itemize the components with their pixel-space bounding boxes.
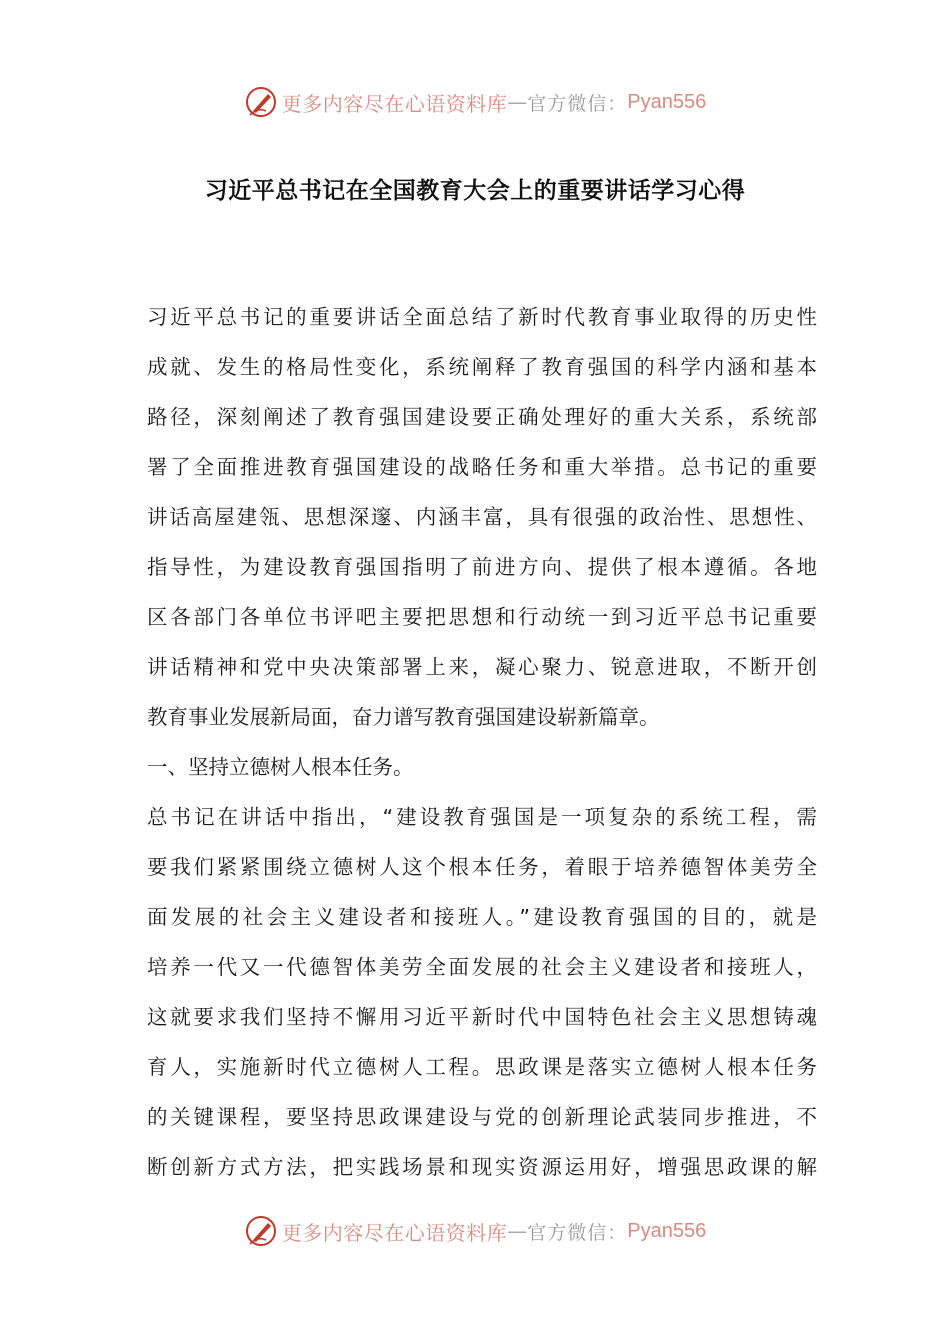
body-line: 成就、发生的格局性变化，系统阐释了教育强国的科学内涵和基本 bbox=[147, 355, 817, 379]
body-line: 讲话高屋建瓴、思想深邃、内涵丰富，具有很强的政治性、思想性、 bbox=[147, 505, 817, 529]
watermark-label: 官方微信： bbox=[527, 92, 628, 115]
pen-logo-icon bbox=[244, 85, 278, 119]
body-line: 教育事业发展新局面，奋力谱写教育强国建设崭新篇章。 bbox=[147, 705, 660, 729]
watermark-wechat-id: Pyan556 bbox=[627, 1219, 707, 1242]
document-title: 习近平总书记在全国教育大会上的重要讲话学习心得 bbox=[204, 178, 746, 204]
document-body bbox=[147, 292, 817, 1192]
watermark-separator: — bbox=[507, 1219, 528, 1243]
section-heading: 一、坚持立德树人根本任务。 bbox=[147, 755, 414, 779]
body-line: 的关键课程，要坚持思政课建设与党的创新理论武装同步推进，不 bbox=[147, 1105, 817, 1129]
body-line: 习近平总书记的重要讲话全面总结了新时代教育事业取得的历史性 bbox=[147, 305, 817, 329]
body-line: 讲话精神和党中央决策部署上来，凝心聚力、锐意进取，不断开创 bbox=[147, 655, 817, 679]
pen-logo-icon bbox=[244, 1214, 278, 1248]
body-line: 育人，实施新时代立德树人工程。思政课是落实立德树人根本任务 bbox=[147, 1055, 817, 1079]
footer-watermark bbox=[0, 1211, 950, 1251]
body-line: 总书记在讲话中指出，“建设教育强国是一项复杂的系统工程，需 bbox=[147, 805, 817, 829]
body-line: 这就要求我们坚持不懈用习近平新时代中国特色社会主义思想铸魂 bbox=[147, 1005, 817, 1029]
watermark-label: 官方微信： bbox=[527, 1221, 628, 1244]
watermark-site-name: 更多内容尽在心语资料库 bbox=[281, 91, 508, 116]
header-watermark bbox=[0, 82, 950, 122]
body-line: 断创新方式方法，把实践场景和现实资源运用好，增强思政课的解 bbox=[147, 1155, 817, 1179]
watermark-site-name: 更多内容尽在心语资料库 bbox=[281, 1220, 508, 1245]
body-line: 培养一代又一代德智体美劳全面发展的社会主义建设者和接班人， bbox=[147, 955, 817, 979]
body-line: 要我们紧紧围绕立德树人这个根本任务，着眼于培养德智体美劳全 bbox=[147, 855, 817, 879]
watermark-separator: — bbox=[507, 90, 528, 114]
watermark-wechat-id: Pyan556 bbox=[627, 90, 707, 113]
body-line: 面发展的社会主义建设者和接班人。”建设教育强国的目的，就是 bbox=[147, 905, 817, 929]
body-line: 署了全面推进教育强国建设的战略任务和重大举措。总书记的重要 bbox=[147, 455, 817, 479]
body-line: 指导性，为建设教育强国指明了前进方向、提供了根本遵循。各地 bbox=[147, 555, 817, 579]
body-line: 区各部门各单位书评吧主要把思想和行动统一到习近平总书记重要 bbox=[147, 605, 817, 629]
body-line: 路径，深刻阐述了教育强国建设要正确处理好的重大关系，系统部 bbox=[147, 405, 817, 429]
